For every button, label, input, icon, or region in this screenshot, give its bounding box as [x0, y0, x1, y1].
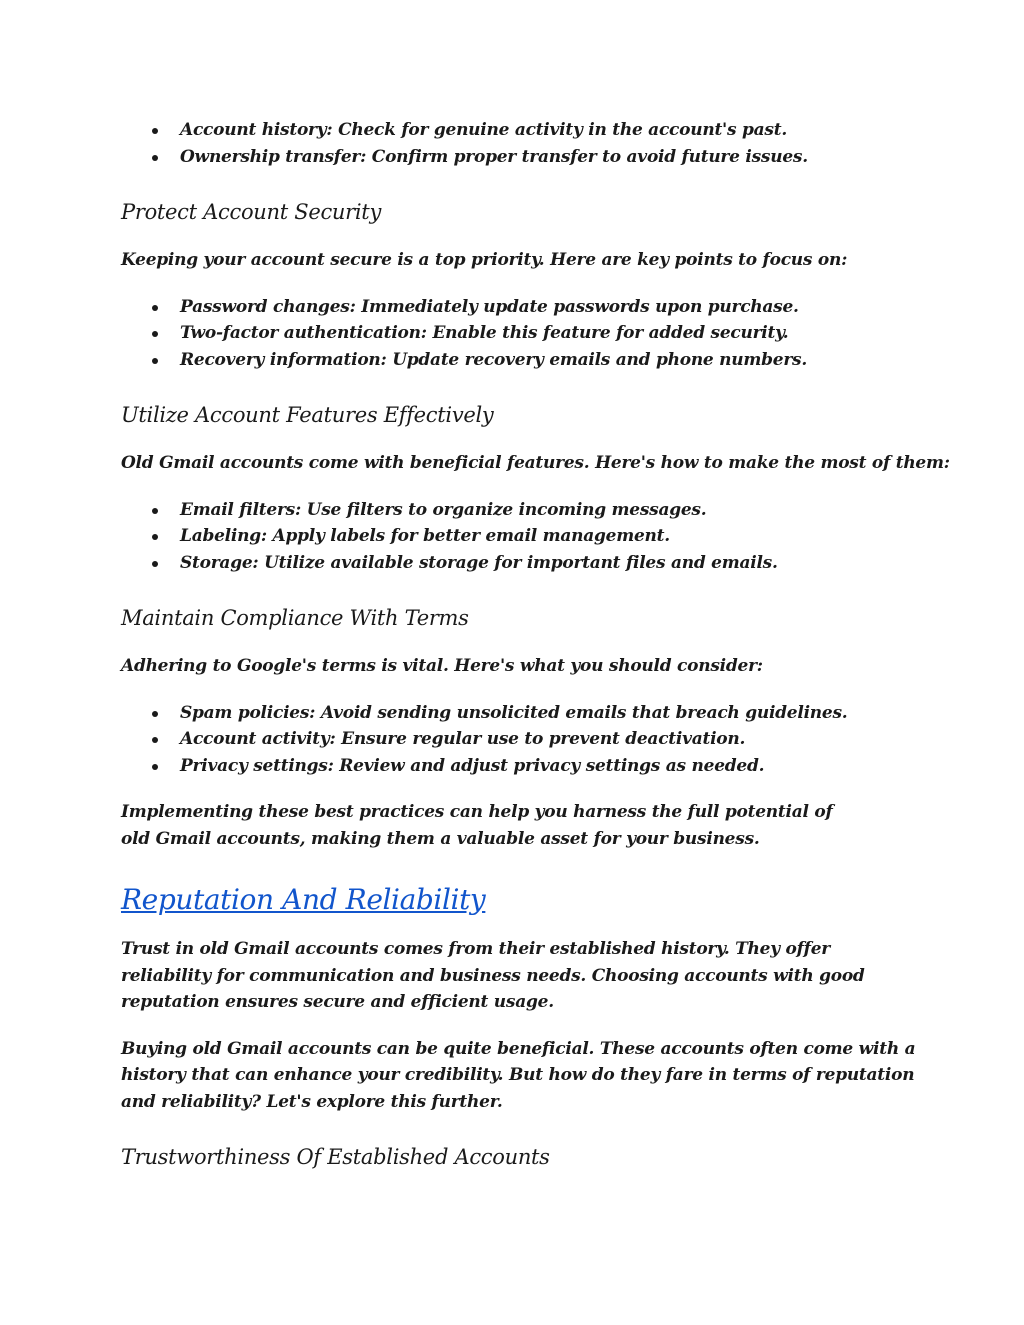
bullet-list	[121, 497, 921, 577]
section-heading-security: Protect Account Security	[121, 200, 382, 224]
list-item: Password changes: Immediately update passwords upon purchase.	[180, 294, 921, 321]
reputation-paragraph-1: Trust in old Gmail accounts comes from their established history. They offer reliability for communication and business needs. Choosing accounts with good reputation ensures secure and efficient usage.	[121, 939, 865, 1012]
list-item: Spam policies: Avoid sending unsolicited emails that breach guidelines.	[180, 700, 921, 727]
bullet-list	[121, 294, 921, 374]
list-item: Ownership transfer: Confirm proper transfer to avoid future issues.	[180, 144, 921, 171]
list-item: Email filters: Use filters to organize incoming messages.	[180, 497, 921, 524]
list-item: Labeling: Apply labels for better email management.	[180, 523, 921, 550]
reputation-heading-link[interactable]: Reputation And Reliability	[121, 883, 486, 916]
list-item: Account activity: Ensure regular use to prevent deactivation.	[180, 726, 921, 753]
section-heading-trustworthiness: Trustworthiness Of Established Accounts	[121, 1145, 550, 1169]
list-item: Recovery information: Update recovery emails and phone numbers.	[180, 347, 921, 374]
list-item: Privacy settings: Review and adjust privacy settings as needed.	[180, 753, 921, 780]
section-intro: Old Gmail accounts come with beneficial features. Here's how to make the most of them:	[121, 453, 950, 473]
section-heading-compliance: Maintain Compliance With Terms	[121, 606, 469, 630]
section-intro: Adhering to Google's terms is vital. Here's what you should consider:	[121, 656, 763, 676]
closing-paragraph: Implementing these best practices can help you harness the full potential of old Gmail accounts, making them a valuable asset for your business.	[121, 802, 833, 849]
section-title-reputation	[121, 882, 921, 918]
bullet-list	[121, 700, 921, 780]
section-intro: Keeping your account secure is a top priority. Here are key points to focus on:	[121, 250, 848, 270]
list-item: Account history: Check for genuine activity in the account's past.	[180, 117, 921, 144]
list-item: Storage: Utilize available storage for important files and emails.	[180, 550, 921, 577]
document-content	[121, 117, 950, 1171]
list-item: Two-factor authentication: Enable this feature for added security.	[180, 320, 921, 347]
reputation-paragraph-2: Buying old Gmail accounts can be quite beneficial. These accounts often come with a history that can enhance your credibility. But how do they fare in terms of reputation and reliability? Let's explore this further.	[121, 1038, 916, 1112]
bullet-list	[121, 117, 921, 170]
section-heading-features: Utilize Account Features Effectively	[121, 403, 494, 427]
